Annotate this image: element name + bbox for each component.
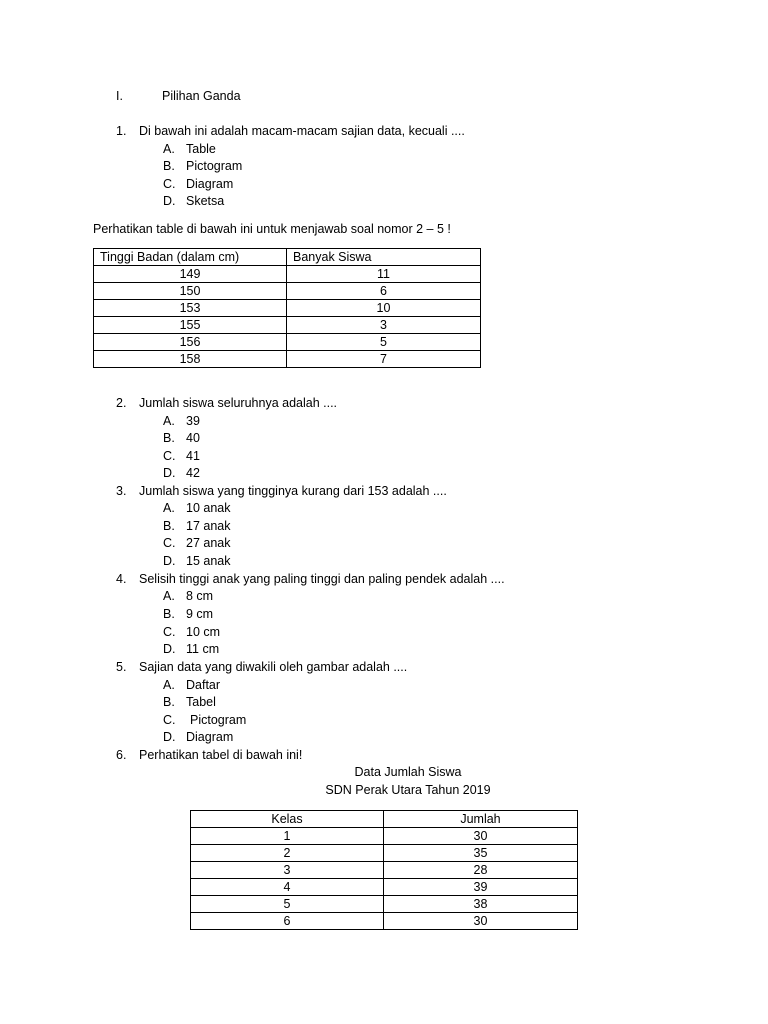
table-cell: 7: [287, 351, 481, 368]
table-header-row: [191, 811, 578, 828]
height-table: [93, 248, 481, 368]
table-cell: 6: [191, 913, 384, 930]
question-number: 3.: [116, 484, 127, 498]
table-row: [191, 879, 578, 896]
option-letter: B.: [163, 607, 175, 621]
question-text: Di bawah ini adalah macam-macam sajian data, kecuali ....: [139, 124, 465, 138]
table-cell: 6: [287, 283, 481, 300]
table-cell: 4: [191, 879, 384, 896]
option-text: 9 cm: [186, 607, 214, 621]
table-header-cell: Banyak Siswa: [287, 249, 481, 266]
option-letter: D.: [163, 194, 176, 208]
question-text: Perhatikan tabel di bawah ini!: [139, 748, 303, 762]
question-text: Jumlah siswa yang tingginya kurang dari 153 adalah ....: [139, 484, 447, 498]
option-text: 40: [186, 431, 200, 445]
option-text: 8 cm: [186, 589, 214, 603]
table-cell: 3: [287, 317, 481, 334]
table-cell: 30: [384, 913, 578, 930]
table-cell: 38: [384, 896, 578, 913]
option-letter: A.: [163, 142, 175, 156]
table-cell: 150: [94, 283, 287, 300]
table-cell: 28: [384, 862, 578, 879]
option-letter: D.: [163, 466, 176, 480]
table-row: [94, 300, 481, 317]
option-letter: D.: [163, 554, 176, 568]
option-letter: B.: [163, 159, 175, 173]
table-caption-subtitle: SDN Perak Utara Tahun 2019: [325, 783, 491, 797]
table-row: [191, 828, 578, 845]
option-letter: B.: [163, 695, 175, 709]
table-cell: 30: [384, 828, 578, 845]
option-letter: C.: [163, 177, 176, 191]
option-letter: C.: [163, 713, 176, 727]
table-cell: 1: [191, 828, 384, 845]
question-number: 6.: [116, 748, 127, 762]
table-cell: 35: [384, 845, 578, 862]
option-text: 17 anak: [186, 519, 231, 533]
option-text: Pictogram: [190, 713, 247, 727]
option-letter: A.: [163, 589, 175, 603]
table-row: [191, 862, 578, 879]
table-cell: 155: [94, 317, 287, 334]
table-header-cell: Jumlah: [384, 811, 578, 828]
table-row: [94, 317, 481, 334]
option-letter: C.: [163, 536, 176, 550]
question-number: 4.: [116, 572, 127, 586]
table-row: [191, 913, 578, 930]
option-text: 27 anak: [186, 536, 231, 550]
table-cell: 2: [191, 845, 384, 862]
table-header-cell: Tinggi Badan (dalam cm): [94, 249, 287, 266]
option-letter: A.: [163, 501, 175, 515]
option-text: 15 anak: [186, 554, 231, 568]
table-row: [94, 266, 481, 283]
table-cell: 39: [384, 879, 578, 896]
table-cell: 11: [287, 266, 481, 283]
table-row: [94, 351, 481, 368]
option-text: Tabel: [186, 695, 216, 709]
table-header-cell: Kelas: [191, 811, 384, 828]
option-letter: A.: [163, 414, 175, 428]
section-title: Pilihan Ganda: [162, 89, 241, 103]
option-text: 11 cm: [186, 642, 220, 656]
option-letter: B.: [163, 431, 175, 445]
question-number: 5.: [116, 660, 127, 674]
table-row: [191, 896, 578, 913]
option-letter: C.: [163, 625, 176, 639]
class-table: [190, 810, 578, 930]
table-cell: 158: [94, 351, 287, 368]
option-text: Diagram: [186, 177, 234, 191]
option-text: Diagram: [186, 730, 234, 744]
option-letter: A.: [163, 678, 175, 692]
table-cell: 5: [287, 334, 481, 351]
option-text: 42: [186, 466, 200, 480]
option-text: Daftar: [186, 678, 221, 692]
instruction-text: Perhatikan table di bawah ini untuk menjawab soal nomor 2 – 5 !: [93, 222, 451, 236]
question-text: Selisih tinggi anak yang paling tinggi dan paling pendek adalah ....: [139, 572, 505, 586]
option-text: Sketsa: [186, 194, 225, 208]
option-text: Table: [186, 142, 216, 156]
table-cell: 10: [287, 300, 481, 317]
option-letter: C.: [163, 449, 176, 463]
question-text: Sajian data yang diwakili oleh gambar adalah ....: [139, 660, 408, 674]
option-letter: D.: [163, 730, 176, 744]
option-text: 10 cm: [186, 625, 221, 639]
option-letter: B.: [163, 519, 175, 533]
option-text: 41: [186, 449, 200, 463]
table-cell: 149: [94, 266, 287, 283]
option-letter: D.: [163, 642, 176, 656]
question-text: Jumlah siswa seluruhnya adalah ....: [139, 396, 338, 410]
table-cell: 5: [191, 896, 384, 913]
table-cell: 156: [94, 334, 287, 351]
option-text: Pictogram: [186, 159, 243, 173]
table-cell: 3: [191, 862, 384, 879]
option-text: 39: [186, 414, 200, 428]
table-row: [191, 845, 578, 862]
section-number: I.: [116, 89, 123, 103]
table-cell: 153: [94, 300, 287, 317]
table-row: [94, 334, 481, 351]
table-row: [94, 283, 481, 300]
table-header-row: [94, 249, 481, 266]
question-number: 1.: [116, 124, 127, 138]
table-caption-title: Data Jumlah Siswa: [354, 765, 462, 779]
question-number: 2.: [116, 396, 127, 410]
option-text: 10 anak: [186, 501, 231, 515]
